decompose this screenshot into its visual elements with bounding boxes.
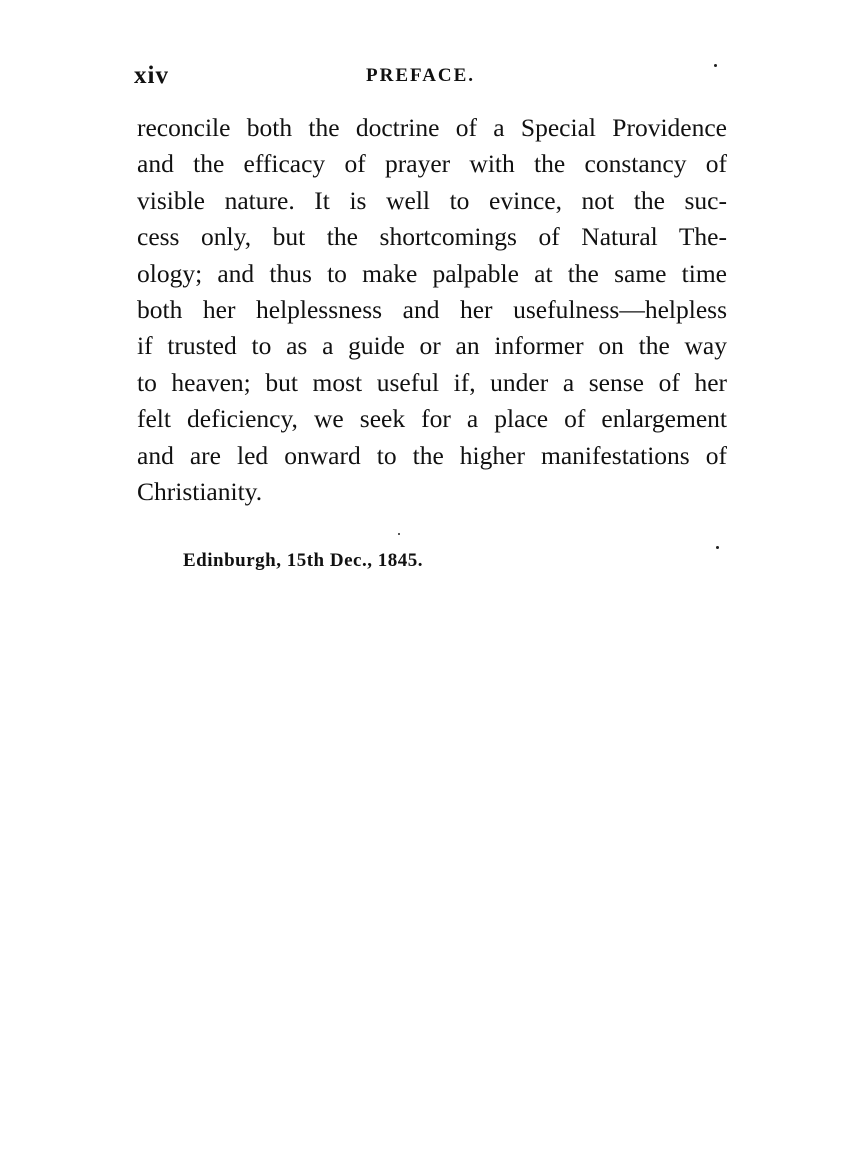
running-head <box>134 62 724 94</box>
text-line: to heaven; but most useful if, under a sense of her <box>137 367 727 397</box>
text-line: and the efficacy of prayer with the constancy of <box>137 149 727 179</box>
running-title: PREFACE. <box>366 65 476 86</box>
preface-text <box>137 110 727 510</box>
page-number: xiv <box>134 62 169 89</box>
print-speck <box>398 533 400 535</box>
text-line: both her helplessness and her usefulness—helpless <box>137 295 727 325</box>
text-line: visible nature. It is well to evince, not the suc- <box>137 185 727 215</box>
text-line: ology; and thus to make palpable at the same time <box>137 258 727 288</box>
text-line: reconcile both the doctrine of a Special Providence <box>137 113 727 142</box>
print-speck <box>714 64 717 67</box>
text-line-last: Christianity. <box>137 477 263 507</box>
dateline: Edinburgh, 15th Dec., 1845. <box>183 550 423 571</box>
text-line: cess only, but the shortcomings of Natural The- <box>137 222 727 252</box>
print-speck <box>716 546 719 549</box>
text-line: and are led onward to the higher manifestations of <box>137 440 727 470</box>
text-line: if trusted to as a guide or an informer on the way <box>137 331 727 361</box>
text-line: felt deficiency, we seek for a place of enlargement <box>137 404 727 434</box>
